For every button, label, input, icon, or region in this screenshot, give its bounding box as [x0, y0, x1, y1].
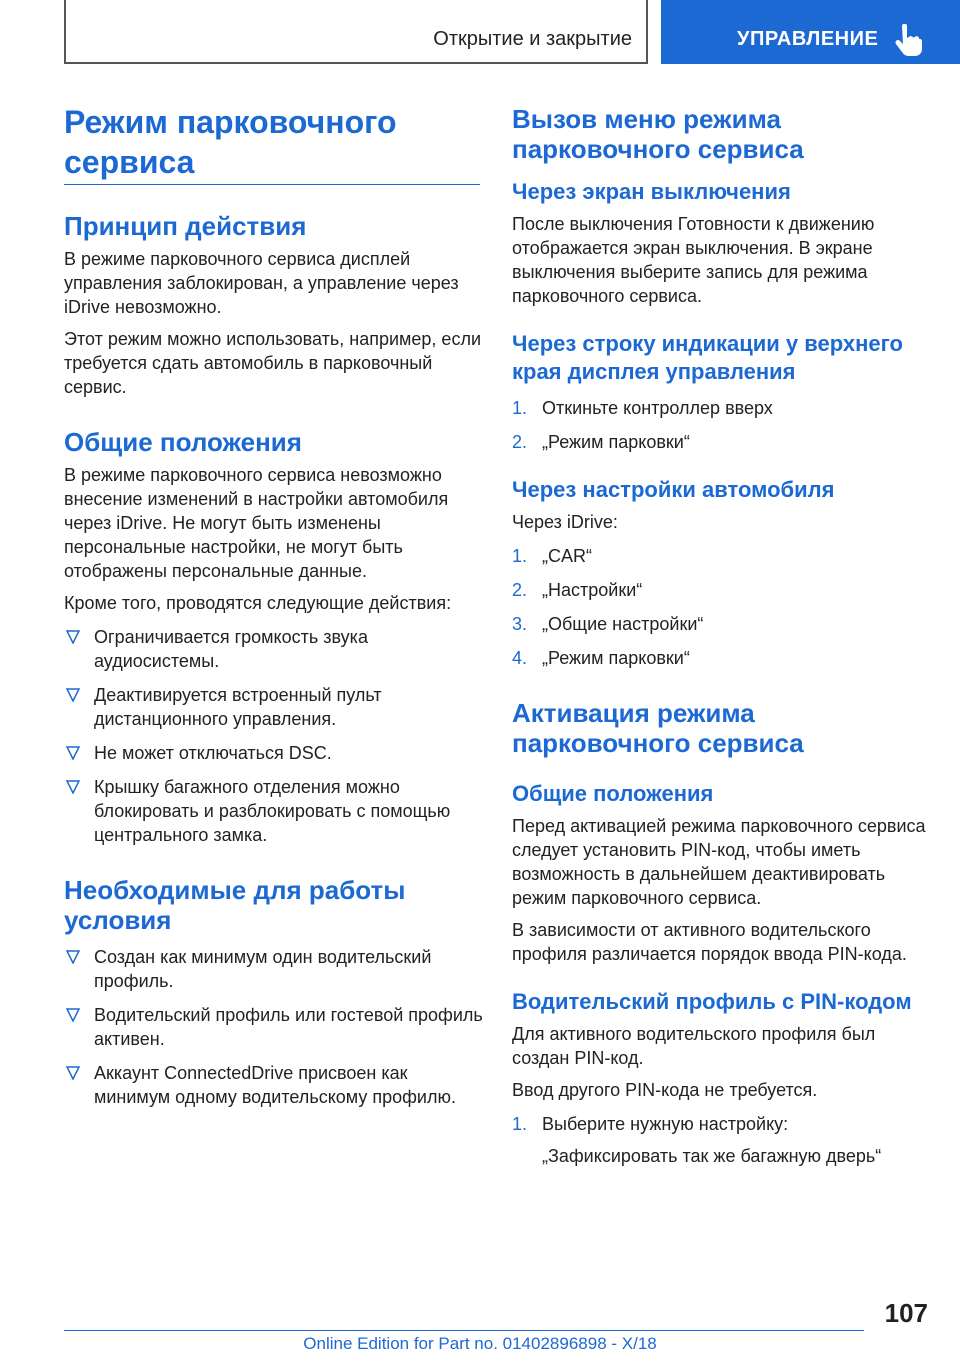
heading-status-bar: Через строку индикации у верхнего края дисплея управления — [512, 331, 903, 384]
heading-vehicle-settings: Через настройки автомобиля — [512, 477, 835, 502]
list-item-text: Аккаунт ConnectedDrive присвоен как минимум одному водительскому профилю. — [94, 1063, 456, 1107]
list-item — [64, 1061, 484, 1109]
step-list — [512, 544, 932, 670]
heading-profile-pin: Водительский профиль с PIN-кодом — [512, 989, 912, 1014]
list-item-text: Не может отключаться DSC. — [94, 743, 332, 763]
header-chapter-label: УПРАВЛЕНИЕ — [737, 28, 879, 50]
bullet-triangle-icon — [66, 1008, 80, 1022]
bullet-triangle-icon — [66, 1066, 80, 1080]
step-number: 1. — [512, 546, 528, 566]
step-substep: „Зафиксировать так же багажную дверь“ — [542, 1146, 882, 1166]
bullet-triangle-icon — [66, 688, 80, 702]
paragraph: После выключения Готовности к движению отображается экран выключения. В экране выключения выберите запись для режима парковочного сервиса. — [512, 214, 875, 306]
step-number: 4. — [512, 648, 528, 668]
paragraph: В режиме парковочного сервиса дисплей управления заблокирован, а управление через iDrive невозможно. — [64, 249, 459, 317]
list-item — [64, 945, 484, 993]
step-number: 1. — [512, 1114, 528, 1134]
page-number: 107 — [884, 1298, 928, 1328]
list-item-text: Создан как минимум один водительский профиль. — [94, 947, 432, 991]
step-text: „Режим парковки“ — [542, 648, 690, 668]
bullet-list — [64, 945, 484, 1109]
page-title: Режим парковочного сервиса — [64, 102, 480, 185]
step-text: „Общие настройки“ — [542, 614, 704, 634]
step-list — [512, 1112, 932, 1136]
step-item — [512, 396, 932, 420]
header-chapter-tab[interactable] — [661, 0, 960, 64]
list-item — [64, 625, 484, 673]
step-item — [512, 578, 932, 602]
step-list — [512, 396, 932, 454]
bullet-triangle-icon — [66, 746, 80, 760]
heading-general: Общие положения — [64, 427, 302, 457]
heading-activation: Активация режима парковочного сервиса — [512, 698, 804, 758]
right-column — [512, 104, 932, 1168]
paragraph: Через iDrive: — [512, 512, 618, 532]
header-section-box — [64, 0, 648, 64]
step-item — [512, 544, 932, 568]
step-text: „Настройки“ — [542, 580, 643, 600]
step-item — [512, 1112, 932, 1136]
step-number: 2. — [512, 580, 528, 600]
step-item — [512, 430, 932, 454]
heading-conditions: Необходимые для работы условия — [64, 875, 406, 935]
bullet-triangle-icon — [66, 780, 80, 794]
step-text: „CAR“ — [542, 546, 592, 566]
list-item — [64, 741, 484, 765]
header-section-title: Открытие и закрытие — [433, 28, 632, 50]
footer-edition: Online Edition for Part no. 01402896898 - X/18 — [303, 1334, 657, 1353]
list-item-text: Ограничивается громкость звука аудиосистемы. — [94, 627, 368, 671]
paragraph: В режиме парковочного сервиса невозможно внесение изменений в настройки автомобиля через iDrive. Не могут быть изменены персональные настройки, не могут быть отображены персональные данные. — [64, 465, 449, 581]
step-text: „Режим парковки“ — [542, 432, 690, 452]
list-item-text: Крышку багажного отделения можно блокировать и разблокировать с помощью центрального замка. — [94, 777, 451, 845]
step-item — [512, 646, 932, 670]
paragraph: Этот режим можно использовать, например, если требуется сдать автомобиль в парковочный сервис. — [64, 329, 481, 397]
list-item — [64, 775, 484, 847]
footer-divider — [64, 1330, 864, 1331]
paragraph: Ввод другого PIN-кода не требуется. — [512, 1080, 818, 1100]
paragraph: Кроме того, проводятся следующие действия: — [64, 593, 452, 613]
heading-general-right: Общие положения — [512, 781, 714, 806]
list-item — [64, 1003, 484, 1051]
step-number: 2. — [512, 432, 528, 452]
bullet-list — [64, 625, 484, 847]
heading-shutdown-screen: Через экран выключения — [512, 179, 791, 204]
heading-menu-call: Вызов меню режима парковочного сервиса — [512, 104, 804, 164]
list-item-text: Деактивируется встроенный пульт дистанционного управления. — [94, 685, 382, 729]
bullet-triangle-icon — [66, 630, 80, 644]
step-text: Выберите нужную настройку: — [542, 1114, 789, 1134]
step-text: Откиньте контроллер вверх — [542, 398, 773, 418]
step-number: 3. — [512, 614, 528, 634]
paragraph: Для активного водительского профиля был создан PIN-код. — [512, 1024, 876, 1068]
hand-pointer-icon — [893, 24, 923, 56]
left-column — [64, 102, 484, 1109]
list-item — [64, 683, 484, 731]
list-item-text: Водительский профиль или гостевой профиль активен. — [94, 1005, 483, 1049]
heading-principle: Принцип действия — [64, 211, 307, 241]
step-item — [512, 612, 932, 636]
step-number: 1. — [512, 398, 528, 418]
paragraph: Перед активацией режима парковочного сервиса следует установить PIN-код, чтобы иметь возможность в дальнейшем деактивировать режим парковочного сервиса. — [512, 816, 926, 908]
paragraph: В зависимости от активного водительского профиля различается порядок ввода PIN-кода. — [512, 920, 907, 964]
bullet-triangle-icon — [66, 950, 80, 964]
